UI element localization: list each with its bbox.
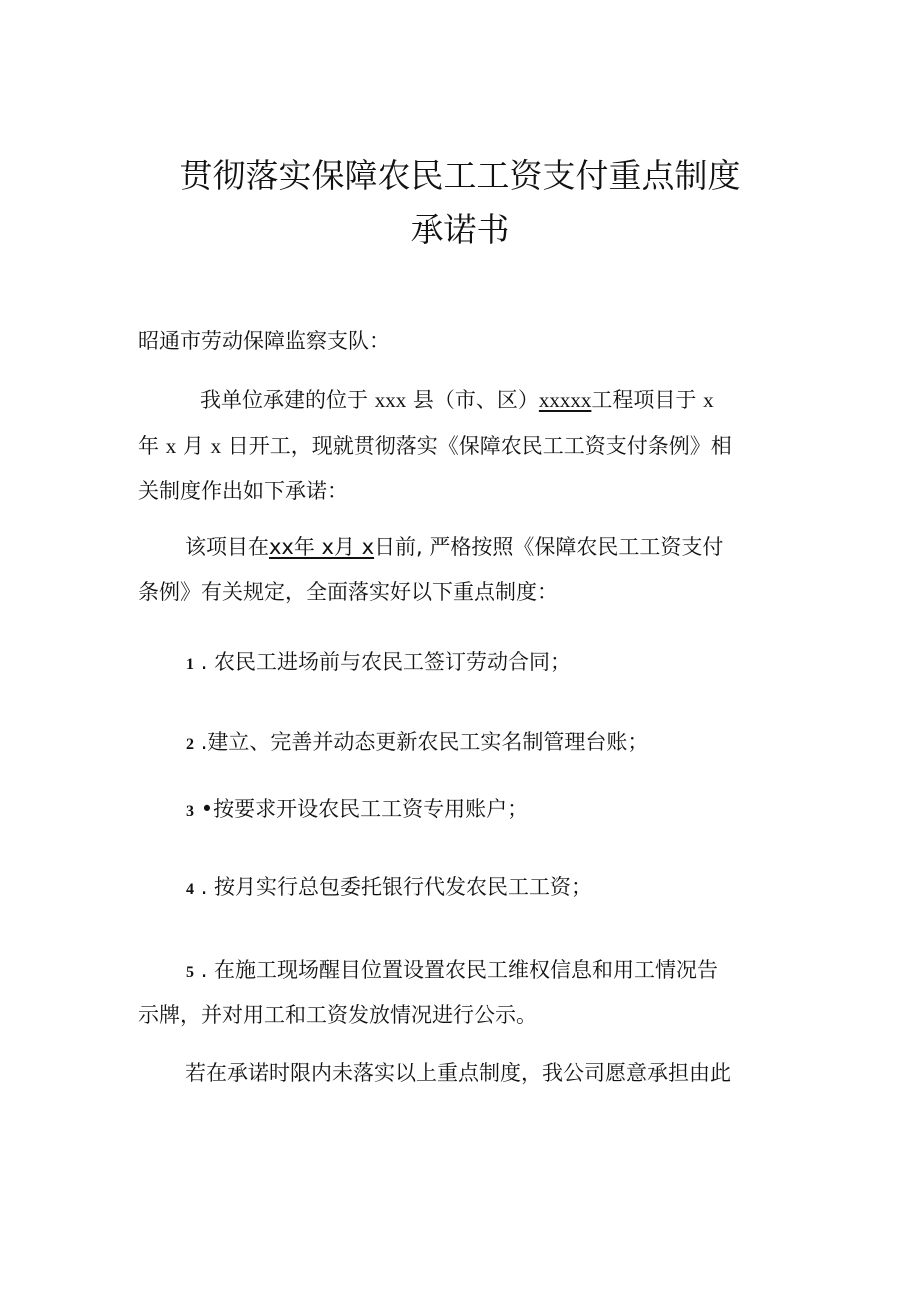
p2-text-c: 日前, 严格按照《保障农民工工资支付	[374, 535, 724, 559]
p1-county-placeholder: xxx	[374, 388, 407, 412]
list-item-number: 2	[186, 736, 194, 753]
p1-project-placeholder: xxxxx	[538, 388, 592, 412]
list-item	[186, 794, 836, 827]
closing-paragraph: 若在承诺时限内未落实以上重点制度，我公司愿意承担由此	[185, 1061, 731, 1085]
list-item-text: . 农民工进场前与农民工签订劳动合同；	[200, 650, 572, 674]
list-item	[186, 872, 836, 905]
p1-year-placeholder: x	[703, 388, 714, 412]
list-item-text: •按要求开设农民工工资专用账户；	[200, 797, 529, 821]
list-item-text: . 在施工现场醒目位置设置农民工维权信息和用工情况告	[200, 958, 719, 982]
list-item	[186, 647, 836, 680]
p1-text-a: 我单位承建的位于	[200, 388, 368, 412]
document-subtitle: 承诺书	[410, 210, 510, 249]
addressee: 昭通市劳动保障监察支队：	[138, 329, 390, 353]
paragraph-2-line-1	[185, 532, 835, 562]
list-item	[186, 727, 836, 760]
paragraph-1-line-3: 关制度作出如下承诺：	[138, 479, 348, 503]
p1-text-line2: 日开工，现就贯彻落实《保障农民工工资支付条例》相	[227, 434, 732, 458]
paragraph-2-line-2: 条例》有关规定，全面落实好以下重点制度：	[138, 580, 558, 604]
p1-text-c: 县（市、区）	[412, 388, 539, 412]
p1-month-placeholder: x	[165, 434, 177, 458]
list-item-number: 5	[186, 964, 194, 981]
list-item	[186, 955, 836, 988]
list-item-continuation: 示牌，并对用工和工资发放情况进行公示。	[138, 1003, 537, 1027]
p2-text-a: 该项目在	[185, 535, 269, 559]
paragraph-1-line-1	[200, 385, 850, 415]
list-item-number: 3	[186, 803, 194, 820]
p1-year-label: 年	[138, 434, 159, 458]
document-title: 贯彻落实保障农民工工资支付重点制度	[179, 156, 741, 195]
list-item-text: . 按月实行总包委托银行代发农民工工资；	[200, 875, 593, 899]
p2-date-placeholder: xx年 x月 x	[269, 535, 375, 559]
p1-month-label: 月	[182, 434, 204, 458]
p1-text-e: 工程项目于	[591, 388, 697, 412]
list-item-number: 4	[186, 881, 194, 898]
p1-day-placeholder: x	[210, 434, 222, 458]
list-item-number: 1	[186, 656, 194, 673]
list-item-text: .建立、完善并动态更新农民工实名制管理台账；	[200, 730, 649, 754]
paragraph-1-line-2	[138, 431, 788, 461]
